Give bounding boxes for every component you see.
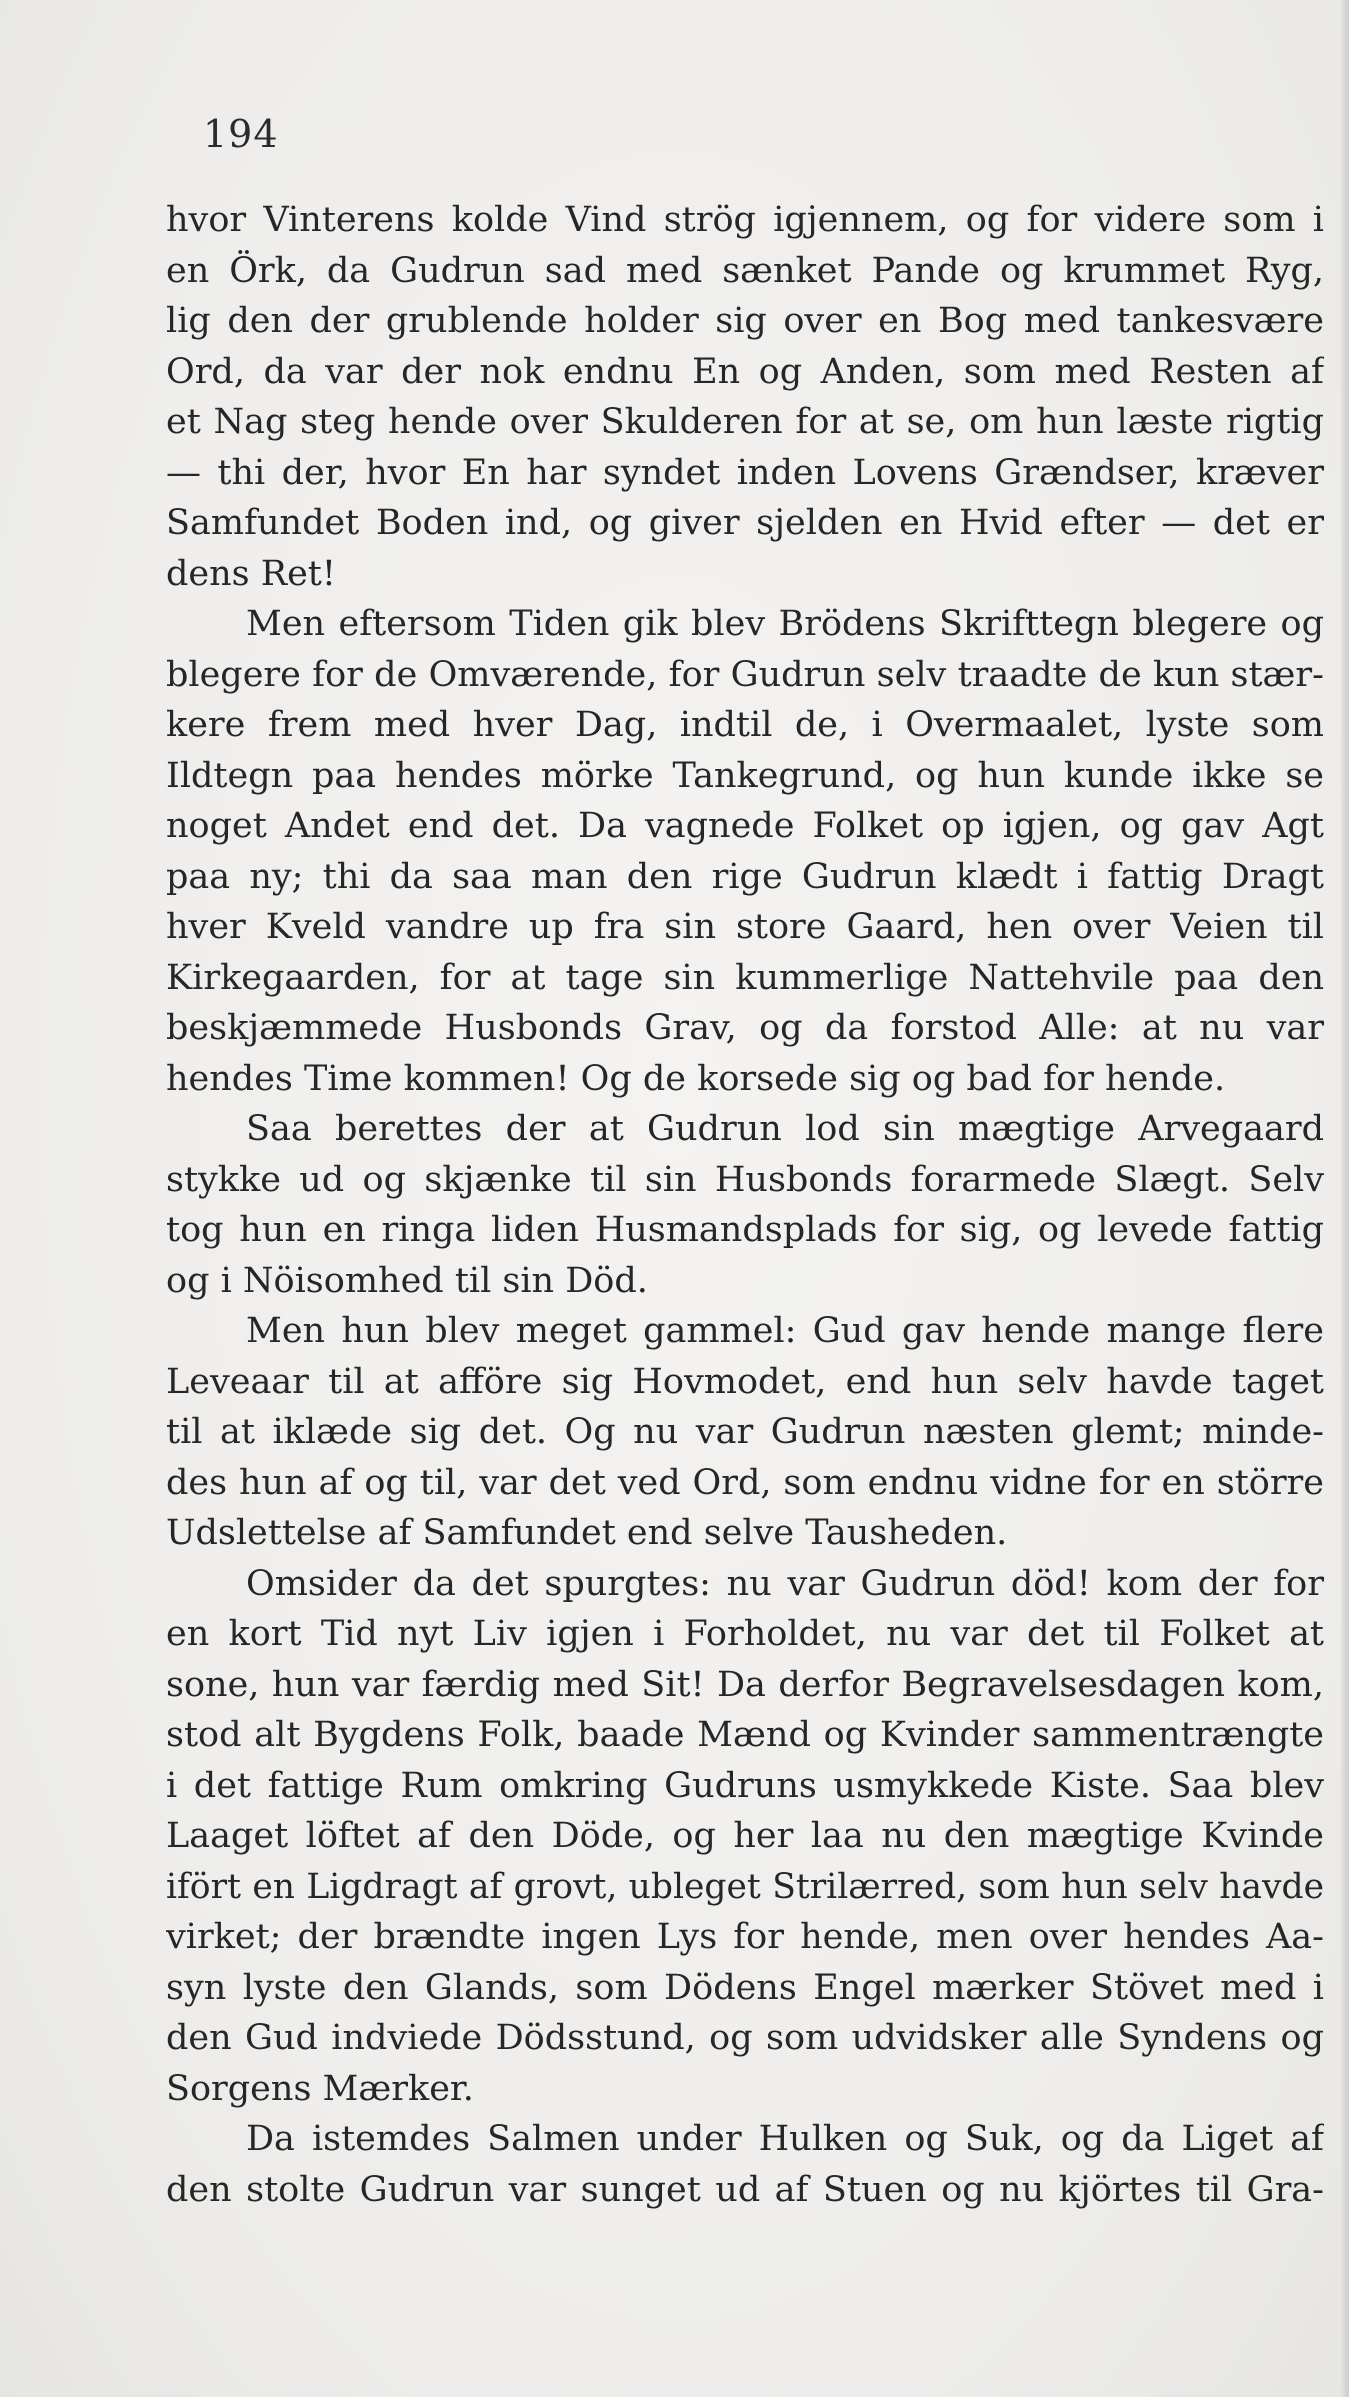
- text-line: hver Kveld vandre up fra sin store Gaard, hen over Veien til: [166, 907, 1324, 947]
- text-line: Saa berettes der at Gudrun lod sin mægtige Arvegaard: [246, 1109, 1324, 1149]
- text-line: den stolte Gudrun var sunget ud af Stuen og nu kjörtes til Gra-: [166, 2169, 1324, 2210]
- text-line: des hun af og til, var det ved Ord, som endnu vidne for en större: [166, 1462, 1324, 1503]
- text-line: blegere for de Omværende, for Gudrun selv traadte de kun stær-: [166, 654, 1324, 695]
- text-line: lig den der grublende holder sig over en Bog med tankesvære: [166, 301, 1324, 341]
- text-line: i det fattige Rum omkring Gudruns usmykkede Kiste. Saa blev: [166, 1765, 1324, 1806]
- text-line: Leveaar til at afföre sig Hovmodet, end hun selv havde taget: [166, 1361, 1324, 1402]
- text-line: Da istemdes Salmen under Hulken og Suk, og da Liget af: [246, 2119, 1324, 2159]
- text-line: stykke ud og skjænke til sin Husbonds forarmede Slægt. Selv: [166, 1159, 1324, 1200]
- text-line: beskjæmmede Husbonds Grav, og da forstod Alle: at nu var: [166, 1008, 1324, 1048]
- text-line: paa ny; thi da saa man den rige Gudrun klædt i fattig Dragt: [166, 856, 1324, 897]
- text-line: ifört en Ligdragt af grovt, ubleget Strilærred, som hun selv havde: [166, 1866, 1324, 1907]
- text-line: Ord, da var der nok endnu En og Anden, som med Resten af: [166, 351, 1324, 392]
- text-line: en Örk, da Gudrun sad med sænket Pande og krummet Ryg,: [166, 250, 1324, 291]
- page-edge: [1341, 0, 1349, 2397]
- text-line: den Gud indviede Dödsstund, og som udvidsker alle Syndens og: [166, 2018, 1324, 2058]
- text-line: noget Andet end det. Da vagnede Folket op igjen, og gav Agt: [166, 806, 1324, 846]
- text-line: kere frem med hver Dag, indtil de, i Overmaalet, lyste som: [166, 705, 1324, 745]
- text-line: Men eftersom Tiden gik blev Brödens Skrifttegn blegere og: [246, 604, 1324, 644]
- text-line: Omsider da det spurgtes: nu var Gudrun död! kom der for: [246, 1563, 1324, 1604]
- text-line: Kirkegaarden, for at tage sin kummerlige Nattehvile paa den: [166, 957, 1324, 998]
- text-line: stod alt Bygdens Folk, baade Mænd og Kvinder sammentrængte: [166, 1715, 1324, 1755]
- text-line: et Nag steg hende over Skulderen for at se, om hun læste rigtig: [166, 402, 1324, 442]
- text-line: Udslettelse af Samfundet end selve Tausheden.: [166, 1513, 1008, 1553]
- text-line: og i Nöisomhed til sin Död.: [166, 1260, 648, 1301]
- text-line: Laaget löftet af den Döde, og her laa nu den mægtige Kvinde: [166, 1816, 1324, 1856]
- text-line: syn lyste den Glands, som Dödens Engel mærker Stövet med i: [166, 1967, 1324, 2008]
- text-line: Sorgens Mærker.: [166, 2068, 474, 2109]
- text-line: tog hun en ringa liden Husmandsplads for sig, og levede fattig: [166, 1210, 1324, 1250]
- text-line: en kort Tid nyt Liv igjen i Forholdet, nu var det til Folket at: [166, 1614, 1324, 1654]
- text-line: hvor Vinterens kolde Vind strög igjennem, og for videre som i: [166, 200, 1324, 240]
- text-line: Samfundet Boden ind, og giver sjelden en Hvid efter — det er: [166, 503, 1324, 543]
- body-text: [166, 195, 1324, 2215]
- text-line: Men hun blev meget gammel: Gud gav hende mange flere: [246, 1311, 1324, 1351]
- page-number: 194: [203, 112, 279, 156]
- text-line: — thi der, hvor En har syndet inden Lovens Grændser, kræver: [166, 452, 1324, 493]
- text-line: dens Ret!: [166, 553, 336, 594]
- text-line: virket; der brændte ingen Lys for hende, men over hendes Aa-: [166, 1917, 1324, 1957]
- text-line: sone, hun var færdig med Sit! Da derfor Begravelsesdagen kom,: [166, 1664, 1324, 1705]
- text-line: til at iklæde sig det. Og nu var Gudrun næsten glemt; minde-: [166, 1412, 1324, 1452]
- text-line: Ildtegn paa hendes mörke Tankegrund, og hun kunde ikke se: [166, 755, 1324, 796]
- text-line: hendes Time kommen! Og de korsede sig og bad for hende.: [166, 1058, 1226, 1099]
